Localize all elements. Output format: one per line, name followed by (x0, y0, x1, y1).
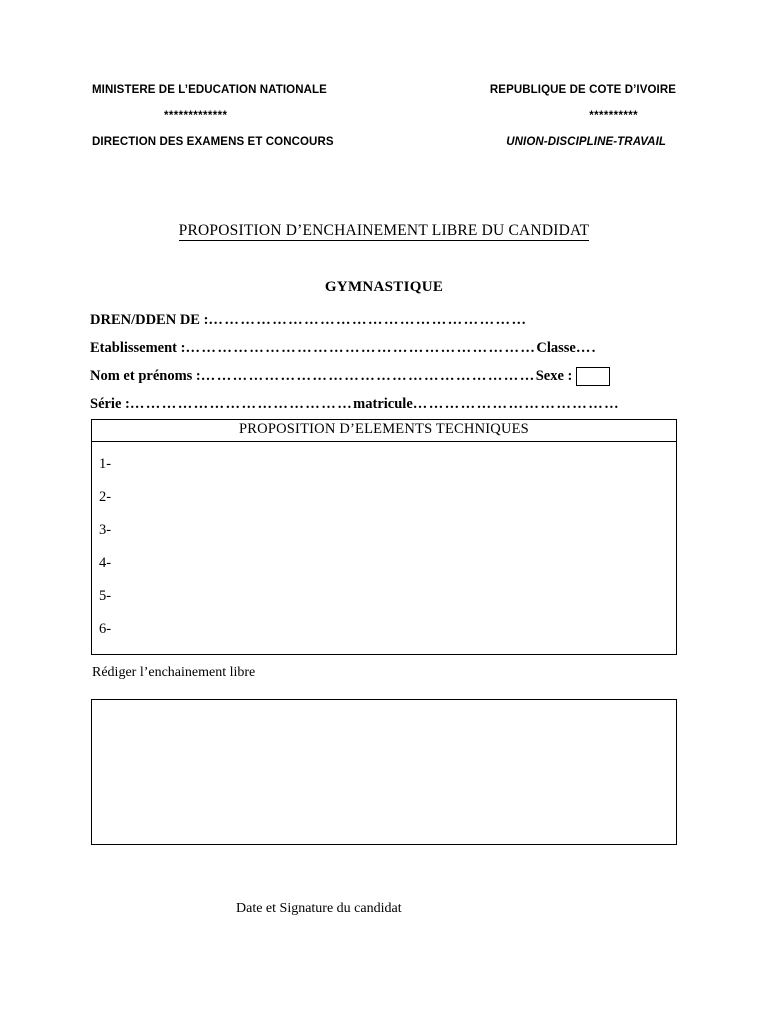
field-nom-prenoms (90, 362, 680, 390)
technical-elements-header: PROPOSITION D’ELEMENTS TECHNIQUES (92, 420, 676, 442)
classe-input-line[interactable]: …. (575, 340, 597, 356)
stars-left: ************* (164, 110, 228, 122)
row-number: 2- (99, 489, 112, 505)
dren-label: DREN/DDEN DE : (90, 312, 209, 328)
letterhead (92, 84, 676, 162)
redaction-label: Rédiger l’enchainement libre (92, 665, 256, 680)
table-row[interactable] (92, 514, 676, 547)
ministry-label: MINISTERE DE L’EDUCATION NATIONALE (92, 84, 327, 96)
row-number: 5- (99, 588, 112, 604)
redaction-textarea[interactable] (91, 699, 677, 845)
dren-input-line[interactable]: …………………………………………………… (208, 312, 528, 328)
signature-label: Date et Signature du candidat (236, 901, 402, 916)
etablissement-input-line[interactable]: ………………………………………………………… (185, 340, 537, 356)
nom-label: Nom et prénoms : (90, 368, 201, 384)
row-number: 4- (99, 555, 112, 571)
technical-elements-body (92, 442, 676, 654)
page-title-text: PROPOSITION D’ENCHAINEMENT LIBRE DU CANDIDAT (178, 222, 590, 239)
subject-title: GYMNASTIQUE (324, 279, 444, 295)
field-dren (90, 306, 680, 334)
table-row[interactable] (92, 580, 676, 613)
table-row[interactable] (92, 547, 676, 580)
matricule-label: matricule (353, 396, 413, 412)
serie-input-line[interactable]: …………………………………… (129, 396, 354, 412)
motto-label: UNION-DISCIPLINE-TRAVAIL (506, 136, 666, 148)
sexe-label: Sexe : (535, 368, 573, 384)
row-number: 3- (99, 522, 112, 538)
field-etablissement (90, 334, 680, 362)
etablissement-label: Etablissement : (90, 340, 186, 356)
table-row[interactable] (92, 613, 676, 646)
candidate-fields (90, 306, 680, 418)
page-title (0, 222, 768, 240)
technical-elements-table (91, 419, 677, 655)
table-row[interactable] (92, 448, 676, 481)
letterhead-row-separators (92, 110, 676, 122)
direction-label: DIRECTION DES EXAMENS ET CONCOURS (92, 136, 334, 148)
matricule-input-line[interactable]: ………………………………… (412, 396, 621, 412)
field-serie (90, 390, 680, 418)
nom-input-line[interactable]: ……………………………………………………… (200, 368, 536, 384)
row-number: 1- (99, 456, 112, 472)
serie-label: Série : (90, 396, 130, 412)
letterhead-row-institution (92, 84, 676, 96)
table-row[interactable] (92, 481, 676, 514)
classe-label: Classe (536, 340, 576, 356)
row-number: 6- (99, 621, 112, 637)
letterhead-row-direction (92, 136, 676, 148)
republic-label: REPUBLIQUE DE COTE D’IVOIRE (489, 84, 676, 96)
sexe-input-box[interactable] (576, 367, 610, 386)
stars-right: ********** (589, 110, 638, 122)
